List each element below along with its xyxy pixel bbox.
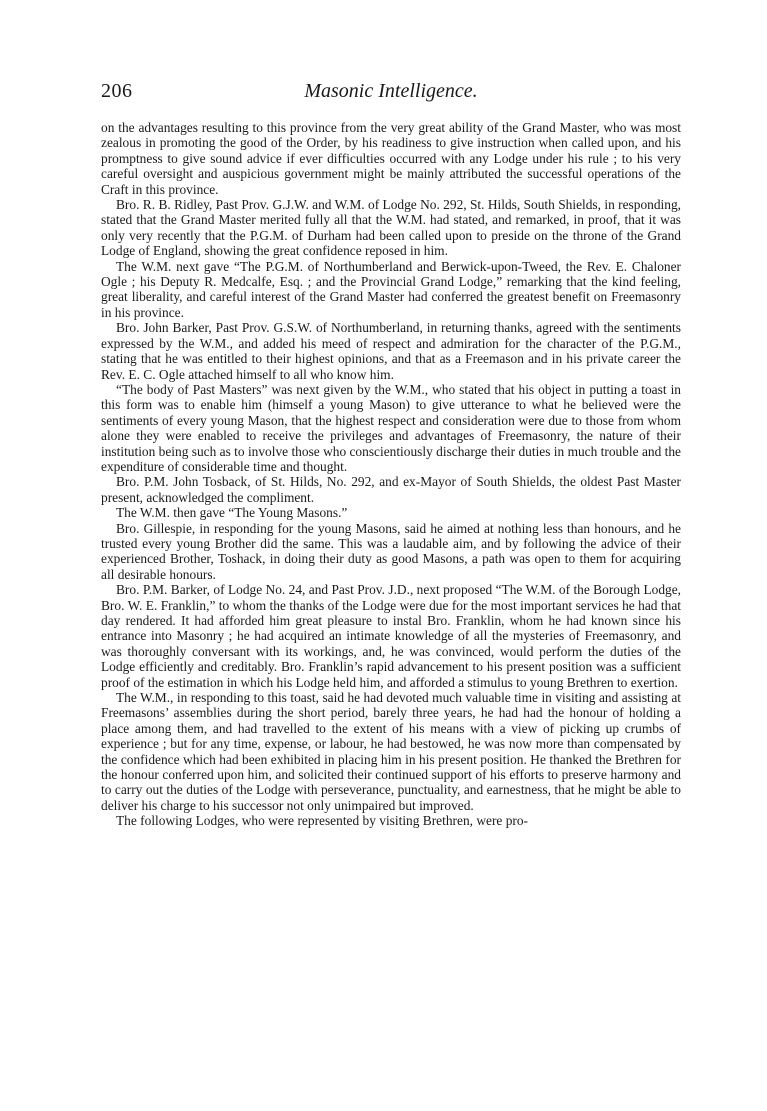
page-number: 206 <box>101 80 133 102</box>
paragraph-continuation: on the advantages resulting to this province from the very great ability of the Grand Master, who was most zealous in promoting the good of the Order, by his readiness to give instruction when called upon, and his promptness to give sound advice if ever difficulties occurred with any Lodge under his rule ; to his very careful oversight and auspicious government might be mainly attributed the successful operations of the Craft in this province. <box>101 120 681 197</box>
paragraph: Bro. Gillespie, in responding for the young Masons, said he aimed at nothing less than honours, and he trusted every young Brother did the same. This was a laudable aim, and by following the advice of their experienced Brother, Toshack, in doing their duty as good Masons, a path was open to them for acquiring all desirable honours. <box>101 520 681 582</box>
paragraph: Bro. R. B. Ridley, Past Prov. G.J.W. and W.M. of Lodge No. 292, St. Hilds, South Shields, in responding, stated that the Grand Master merited fully all that the W.M. had stated, and remarked, in proof, that it was only very recently that the P.G.M. of Durham had been called upon to preside on the throne of the Grand Lodge of England, showing the great confidence reposed in him. <box>101 197 681 259</box>
paragraph: Bro. P.M. Barker, of Lodge No. 24, and Past Prov. J.D., next proposed “The W.M. of the Borough Lodge, Bro. W. E. Franklin,” to whom the thanks of the Lodge were due for the most important services he had that day rendered. It had afforded him great pleasure to instal Bro. Franklin, whom he had known since his entrance into Masonry ; he had acquired an intimate knowledge of all the mysteries of Freemasonry, and was thoroughly conversant with its workings, and, he was convinced, would perform the duties of the Lodge efficiently and creditably. Bro. Franklin’s rapid advancement to his present position was a sufficient proof of the estimation in which his Lodge held him, and afforded a stimulus to young Brethren to exertion. <box>101 582 681 690</box>
paragraph: Bro. John Barker, Past Prov. G.S.W. of Northumberland, in returning thanks, agreed with the sentiments expressed by the W.M., and added his meed of respect and admiration for the character of the P.G.M., stating that he was entitled to their highest opinions, and that as a Freemason and in his private career the Rev. E. C. Ogle attached himself to all who know him. <box>101 320 681 382</box>
article-body <box>101 120 681 829</box>
paragraph: The W.M. then gave “The Young Masons.” <box>116 505 348 521</box>
running-head: Masonic Intelligence. <box>304 80 478 102</box>
paragraph: The following Lodges, who were represented by visiting Brethren, were pro- <box>116 813 529 829</box>
paragraph: “The body of Past Masters” was next given by the W.M., who stated that his object in putting a toast in this form was to enable him (himself a young Mason) to give utterance to what he believed were the sentiments of every young Mason, that the highest respect and consideration were due to those from whom alone they were enabled to receive the privileges and advantages of Freemasonry, the nature of their institution being such as to involve those who conscientiously discharge their duties in much trouble and the expenditure of considerable time and thought. <box>101 381 681 474</box>
page-header <box>101 80 681 106</box>
paragraph: The W.M. next gave “The P.G.M. of Northumberland and Berwick-upon-Tweed, the Rev. E. Chaloner Ogle ; his Deputy R. Medcalfe, Esq. ; and the Provincial Grand Lodge,” remarking that the kind feeling, great liberality, and careful interest of the Grand Master had conferred the greatest benefit on Freemasonry in his province. <box>101 258 681 320</box>
paragraph: The W.M., in responding to this toast, said he had devoted much valuable time in visiting and assisting at Freemasons’ assemblies during the short period, barely three years, he had had the honour of holding a place among them, and had travelled to the extent of his means with a view of picking up crumbs of experience ; but for any time, expense, or labour, he had bestowed, he was now more than compensated by the confidence which had been exhibited in placing him in his present position. He thanked the Brethren for the honour conferred upon him, and solicited their continued support of his efforts to preserve harmony and to carry out the duties of the Lodge with perseverance, punctuality, and earnestness, that he might be able to deliver his charge to his successor not only unimpaired but improved. <box>101 690 681 813</box>
paragraph: Bro. P.M. John Tosback, of St. Hilds, No. 292, and ex-Mayor of South Shields, the oldest Past Master present, acknowledged the compliment. <box>101 474 681 505</box>
